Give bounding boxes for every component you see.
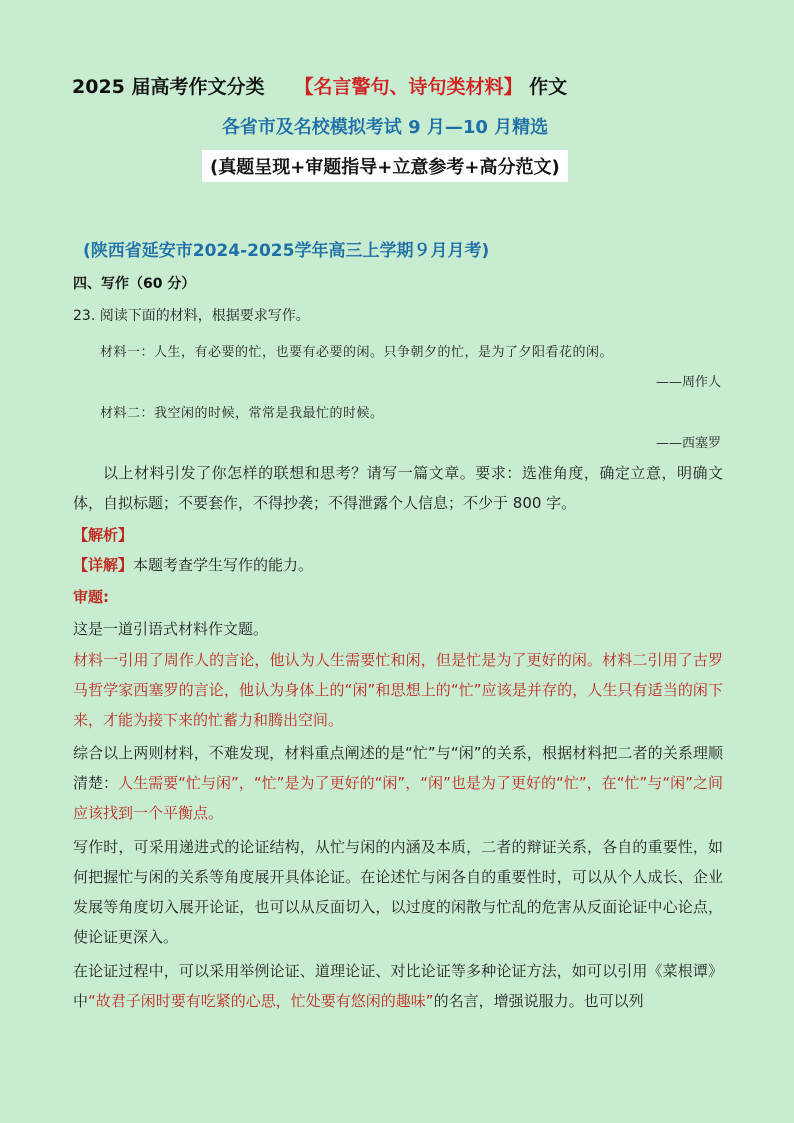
document-title — [72, 72, 567, 99]
paragraph-5-intro: 在论证过程中，可以采用举例论证、道理论证、对比论证等多种论证方法，如可以引用《菜根谭》中 — [73, 962, 723, 1010]
exam-source: (陕西省延安市2024-2025学年高三上学期９月月考) — [83, 241, 490, 261]
detail-text: 本题考查学生写作的能力。 — [133, 556, 314, 574]
review-label: 审题: — [73, 588, 109, 606]
title-category: 【名言警句、诗句类材料】 — [294, 76, 523, 98]
paragraph-3-intro: 综合以上两则材料，不难发现，材料重点阐述的是“忙”与“闲”的关系，根据材料把二者的关系理顺清楚： — [73, 744, 723, 792]
document-subtitle: 各省市及名校模拟考试 9 月—10 月精选 — [221, 117, 549, 138]
material-one-attribution: ——周作人 — [655, 375, 721, 390]
question-line: 23. 阅读下面的材料，根据要求写作。 — [73, 308, 310, 324]
contents-box: (真题呈现+审题指导+立意参考+高分范文) — [202, 150, 568, 182]
material-two: 材料二：我空闲的时候，常常是我最忙的时候。 — [100, 406, 384, 421]
analysis-paragraph-1: 这是一道引语式材料作文题。 — [73, 620, 269, 638]
analysis-paragraph-3 — [73, 738, 723, 828]
analysis-label: 【解析】 — [73, 526, 134, 544]
analysis-paragraph-4: 写作时，可采用递进式的论证结构，从忙与闲的内涵及本质，二者的辩证关系，各自的重要性，如何把握忙与闲的关系等角度展开具体论证。在论述忙与闲各自的重要性时，可以从个人成长、企业发展等角度切入展开论证，也可以从反面切入，以过度的闲散与忙乱的危害从反面论证中心论点，使论证更深入。 — [73, 838, 723, 946]
title-main: 2025 届高考作文分类 — [72, 76, 265, 98]
writing-prompt: 以上材料引发了你怎样的联想和思考？请写一篇文章。要求：选准角度，确定立意，明确文体，自拟标题；不要套作，不得抄袭；不得泄露个人信息；不少于 800 字。 — [73, 464, 723, 512]
paragraph-5-quote: “故君子闲时要有吃紧的心思，忙处要有悠闲的趣味” — [88, 992, 434, 1010]
material-two-attribution: ——西塞罗 — [655, 436, 721, 451]
title-tail: 作文 — [529, 76, 568, 98]
section-heading: 四、写作（60 分） — [73, 276, 196, 292]
detail-label: 【详解】 — [73, 556, 134, 574]
paragraph-3-relation: 人生需要“忙与闲”，“忙”是为了更好的“闲”，“闲”也是为了更好的“忙”，在“忙”与“闲”之间应该找到一个平衡点。 — [73, 774, 723, 822]
analysis-paragraph-5 — [73, 956, 723, 1016]
paragraph-5-tail: 的名言，增强说服力。也可以列 — [433, 992, 644, 1010]
analysis-paragraph-2: 材料一引用了周作人的言论，他认为人生需要忙和闲，但是忙是为了更好的闲。材料二引用了古罗马哲学家西塞罗的言论，他认为身体上的“闲”和思想上的“忙”应该是并存的，人生只有适当的闲下来，才能为接下来的忙蓄力和腾出空间。 — [73, 651, 723, 729]
detail-line — [73, 554, 313, 575]
material-one: 材料一：人生，有必要的忙，也要有必要的闲。只争朝夕的忙，是为了夕阳看花的闲。 — [100, 345, 614, 360]
